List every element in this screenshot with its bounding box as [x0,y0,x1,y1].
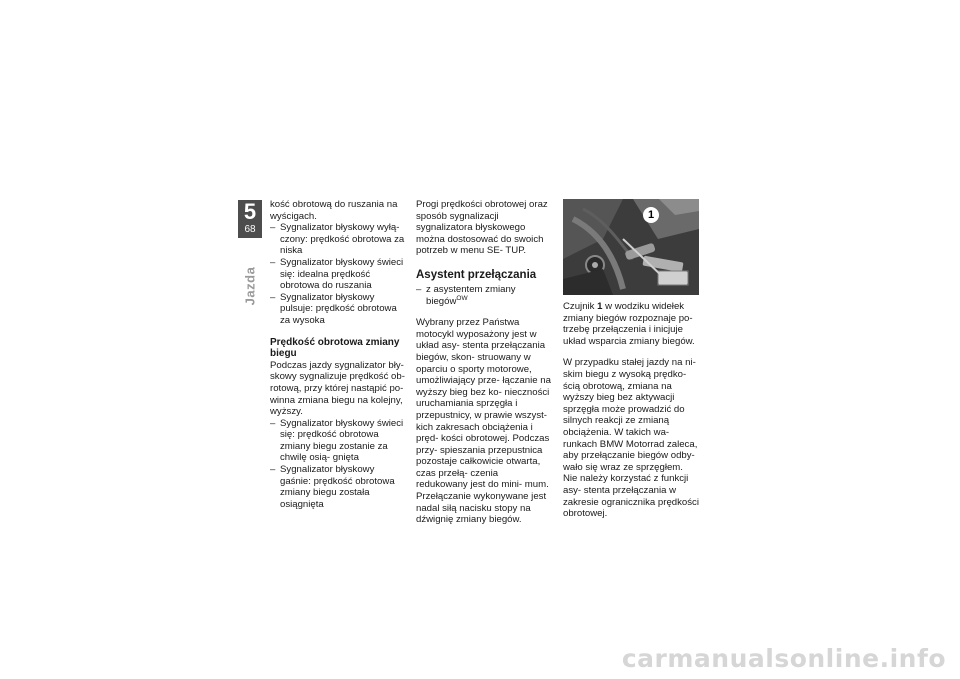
caption-text: w wodziku widełek zmiany biegów rozpoznaje po- trzebę przełączenia i inicjuje układ wsparcia zmiany biegów. [563,301,695,347]
list-item: – Sygnalizator błyskowy wyłą- czony: prędkość obrotowa za niska [270,222,406,257]
shift-sensor-photo [563,199,699,295]
caption-text: Czujnik [563,301,595,312]
watermark: carmanualsonline.info [621,644,946,673]
col1-intro: kość obrotową do ruszania na wyścigach. [270,199,398,222]
column-2 [416,199,552,526]
list-item: – Sygnalizator błyskowy gaśnie: prędkość obrotowa zmiany biegu została osiągnięta [270,464,406,510]
chapter-tab [238,200,262,238]
chapter-title: Jazda [242,266,258,306]
option-marker: OW [456,294,468,302]
shift-speed-heading: Prędkość obrotowa zmiany biegu [270,336,400,360]
col1-body: Podczas jazdy sygnalizator bły- skowy sygnalizuje prędkość ob- rotową, przy której nastąpić po- winna zmiana biegu na kolejny, wyższy. [270,359,405,418]
list-item [416,284,552,307]
motorcycle-photo-illustration [563,199,699,295]
column-1 [270,199,406,510]
shift-assistant-heading: Asystent przełączania [416,268,537,281]
chapter-number: 5 [243,199,257,224]
shift-status-list [270,418,406,511]
col2-body: Wybrany przez Państwa motocykl wyposażony jest w układ asy- stenta przełączania biegów, skon- struowany w oparciu o sporty motorowe, umożliwiający prze- łączanie na wyższy bieg bez ko- nieczności uruchamiania sprzęgła i przepustnicy, w prawie wszyst- kich zakresach obciążenia i pręd- kości obrotowej. Podczas przy- spieszania przepustnica pozostaje całkowicie otwarta, czas przełą- czenia redukowany jest do mini- mum. Przełączanie wykonywane jest nadal siłą nacisku stopy na dźwignię zmiany biegów. [416,317,551,526]
photo-caption [563,301,699,347]
flash-status-list [270,222,406,326]
option-text: z asystentem zmiany biegów [426,283,516,307]
option-list [416,284,552,307]
list-item: – Sygnalizator błyskowy świeci się: idealna prędkość obrotowa do ruszania [270,257,406,292]
caption-ref: 1 [597,301,603,312]
page-number: 68 [244,224,256,235]
list-item: – Sygnalizator błyskowy świeci się: prędkość obrotowa zmiany biegu zostanie za chwilę osią- gnięta [270,418,406,464]
column-3 [563,199,699,520]
callout-number: 1 [643,207,659,223]
col3-body: W przypadku stałej jazdy na ni- skim biegu z wysoką prędko- ścią obrotową, zmiana na wyższy bieg bez aktywacji sprzęgła może prowadzić do silnych reakcji ze zmianą obciążenia. W takich wa- runkach BMW Motorrad zaleca, aby przełączanie biegów odby- wało się wraz ze sprzęgłem. Nie należy korzystać z funkcji asy- stenta przełączania w zakresie ogranicznika prędkości obrotowej. [563,357,699,520]
list-item: – Sygnalizator błyskowy pulsuje: prędkość obrotowa za wysoka [270,292,406,327]
col2-intro: Progi prędkości obrotowej oraz sposób sygnalizacji sygnalizatora błyskowego można dostosować do swoich potrzeb w menu SE- TUP. [416,199,548,257]
